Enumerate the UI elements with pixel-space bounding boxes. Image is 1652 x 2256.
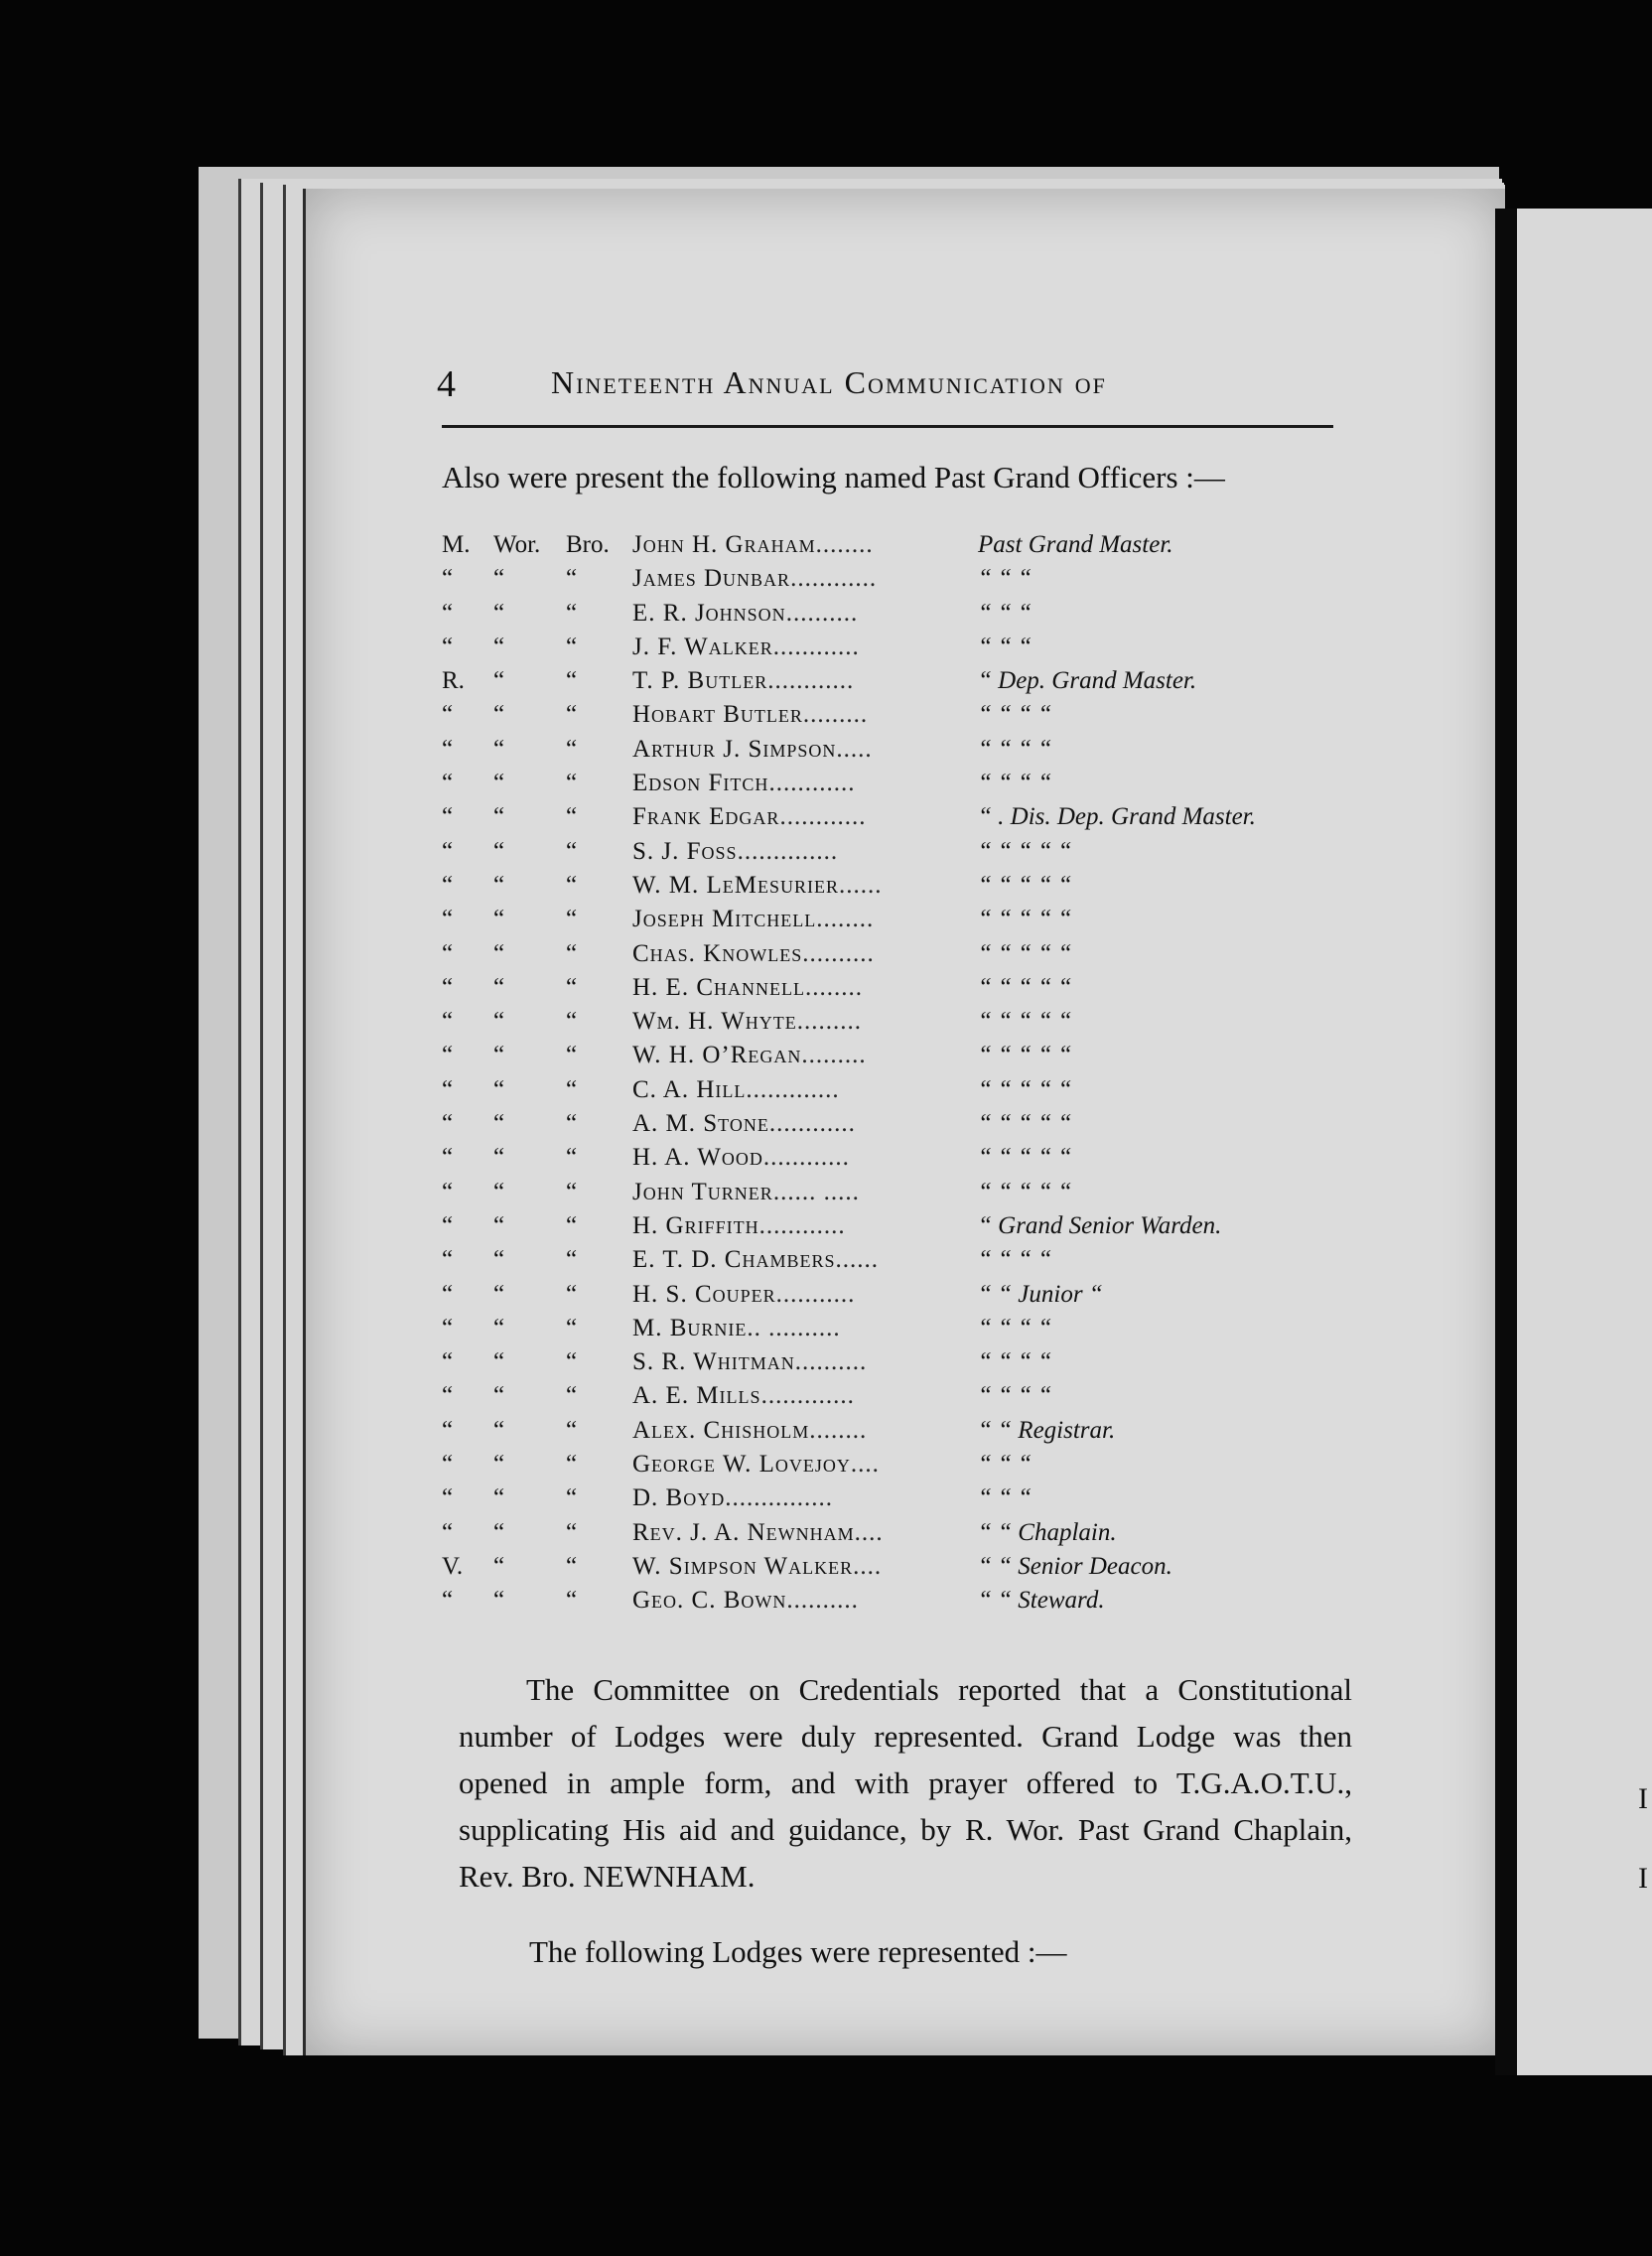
officer-bro: “ (566, 1246, 578, 1274)
officer-bro: “ (566, 1587, 578, 1615)
officer-rank: “ “ “ (978, 599, 1032, 627)
officer-rank: “ “ “ (978, 1451, 1032, 1479)
officer-rank: Past Grand Master. (978, 531, 1173, 558)
officer-title: “ (442, 939, 454, 967)
officer-wor: “ (493, 837, 505, 865)
officer-wor: “ (493, 1144, 505, 1172)
officer-row (442, 770, 1335, 803)
officer-name: Geo. C. Bown.......... (632, 1587, 859, 1615)
leader-dots: ........ (815, 531, 874, 558)
leader-dots: .... (853, 1552, 883, 1580)
officer-bro: “ (566, 939, 578, 967)
officer-title: “ (442, 1110, 454, 1138)
officer-rank: “ “ Senior Deacon. (978, 1552, 1172, 1580)
officer-name: James Dunbar............ (632, 565, 878, 593)
officer-bro: “ (566, 1451, 578, 1479)
officer-bro: “ (566, 1416, 578, 1444)
officer-wor: “ (493, 735, 505, 763)
running-head: Nineteenth Annual Communication of (551, 364, 1107, 400)
officer-bro: “ (566, 701, 578, 729)
officer-rank: “ “ “ “ “ (978, 973, 1072, 1001)
officer-wor: “ (493, 1075, 505, 1103)
officer-bro: “ (566, 1280, 578, 1308)
officer-rank: “ Dep. Grand Master. (978, 667, 1197, 695)
officer-bro: “ (566, 1382, 578, 1410)
officer-rank: “ “ “ “ “ (978, 1178, 1072, 1205)
leader-dots: ............ (772, 633, 860, 660)
officer-row (442, 736, 1335, 770)
officer-wor: “ (493, 565, 505, 593)
leader-dots: ............ (767, 667, 855, 695)
page-header (437, 360, 1330, 410)
officer-title: “ (442, 1451, 454, 1479)
header-rule (442, 425, 1333, 428)
officer-wor: “ (493, 906, 505, 933)
officer-row (442, 600, 1335, 634)
leader-dots: ............ (762, 1144, 850, 1172)
officer-title: “ (442, 973, 454, 1001)
officer-row (442, 531, 1335, 565)
leader-dots: ............. (760, 1382, 855, 1410)
officer-title: “ (442, 837, 454, 865)
officer-row (442, 1484, 1335, 1518)
officer-rank: “ “ “ “ (978, 1348, 1052, 1376)
officer-title: R. (442, 667, 465, 695)
officer-row (442, 803, 1335, 837)
officer-name: H. Griffith............ (632, 1211, 846, 1239)
officer-row (442, 1382, 1335, 1416)
officer-wor: “ (493, 871, 505, 899)
officer-title: “ (442, 1008, 454, 1036)
officer-wor: “ (493, 1008, 505, 1036)
officer-rank: “ . Dis. Dep. Grand Master. (978, 803, 1256, 831)
officer-rank: “ “ “ “ (978, 701, 1052, 729)
officer-row (442, 1587, 1335, 1621)
officer-rank: “ “ “ “ “ (978, 871, 1072, 899)
leader-dots: ............ (790, 565, 878, 593)
officer-name: D. Boyd............... (632, 1484, 833, 1512)
officer-wor: “ (493, 770, 505, 797)
officer-wor: “ (493, 1451, 505, 1479)
officer-title: “ (442, 1348, 454, 1376)
facing-page-mark: I (1638, 1862, 1648, 1895)
officer-name: Wm. H. Whyte......... (632, 1008, 863, 1036)
officer-name: Joseph Mitchell........ (632, 906, 875, 933)
officer-row (442, 1076, 1335, 1110)
officer-bro: “ (566, 973, 578, 1001)
book-gutter (1495, 209, 1517, 2075)
officer-name: C. A. Hill............. (632, 1075, 840, 1103)
lodges-heading: The following Lodges were represented :— (529, 1934, 1067, 1969)
officer-row (442, 1315, 1335, 1348)
officer-row (442, 1110, 1335, 1144)
officer-wor: “ (493, 1246, 505, 1274)
officer-name: A. E. Mills............. (632, 1382, 855, 1410)
page-number: 4 (437, 363, 456, 405)
officer-title: “ (442, 1042, 454, 1069)
officer-name: Alex. Chisholm........ (632, 1416, 868, 1444)
officer-name: Chas. Knowles.......... (632, 939, 875, 967)
officer-name: Arthur J. Simpson..... (632, 735, 873, 763)
intro-line: Also were present the following named Past Grand Officers :— (442, 460, 1225, 494)
officer-wor: “ (493, 939, 505, 967)
officer-row (442, 838, 1335, 872)
officer-row (442, 1042, 1335, 1075)
paragraph-text: The Committee on Credentials reported that a Constitutional number of Lodges were duly represented. Grand Lodge was then opened in ample form, and with prayer offered to T.G.A.O.T.U., supplicating His aid and guidance, by R. Wor. Past Grand Chaplain, Rev. Bro. NEWNHAM. (459, 1672, 1352, 1894)
officer-name: H. E. Channell........ (632, 973, 863, 1001)
officer-row (442, 940, 1335, 974)
officer-row (442, 1281, 1335, 1315)
leader-dots: ...... ..... (772, 1178, 860, 1205)
officer-wor: Wor. (493, 531, 541, 558)
officer-bro: “ (566, 1178, 578, 1205)
officer-name: E. T. D. Chambers...... (632, 1246, 879, 1274)
officer-title: “ (442, 1382, 454, 1410)
leader-dots: ..... (836, 735, 873, 763)
officer-title: “ (442, 1587, 454, 1615)
officer-row (442, 1553, 1335, 1587)
officer-name: H. A. Wood............ (632, 1144, 850, 1172)
officer-title: “ (442, 565, 454, 593)
officer-bro: Bro. (566, 531, 610, 558)
officer-row (442, 1348, 1335, 1382)
officer-name: Rev. J. A. Newnham.... (632, 1518, 884, 1546)
officer-wor: “ (493, 1280, 505, 1308)
officer-rank: “ “ “ “ (978, 1314, 1052, 1341)
officer-name: J. F. Walker............ (632, 633, 860, 660)
officer-rank: “ “ “ “ “ (978, 939, 1072, 967)
officer-bro: “ (566, 565, 578, 593)
officer-row (442, 906, 1335, 939)
officer-rank: “ “ “ (978, 565, 1032, 593)
officer-wor: “ (493, 1518, 505, 1546)
officer-title: “ (442, 1280, 454, 1308)
officer-bro: “ (566, 1075, 578, 1103)
facing-page-mark: I (1638, 1782, 1648, 1815)
officer-wor: “ (493, 803, 505, 831)
officer-bro: “ (566, 1144, 578, 1172)
leader-dots: ............ (758, 1211, 846, 1239)
officer-row (442, 1451, 1335, 1484)
officer-bro: “ (566, 633, 578, 660)
leader-dots: .. .......... (747, 1314, 841, 1341)
officer-rank: “ “ “ “ “ (978, 1075, 1072, 1103)
officer-rank: “ “ Steward. (978, 1587, 1105, 1615)
officer-row (442, 701, 1335, 735)
officer-row (442, 1417, 1335, 1451)
officer-name: A. M. Stone............ (632, 1110, 856, 1138)
leader-dots: .... (850, 1451, 880, 1479)
leader-dots: .......... (786, 1587, 859, 1615)
leader-dots: ......... (802, 701, 869, 729)
officer-rank: “ “ “ “ (978, 1246, 1052, 1274)
officer-rank: “ “ Junior “ (978, 1280, 1103, 1308)
officer-row (442, 1246, 1335, 1280)
officer-title: “ (442, 906, 454, 933)
officer-row (442, 1179, 1335, 1212)
officer-rank: “ “ “ “ (978, 735, 1052, 763)
officer-wor: “ (493, 973, 505, 1001)
officer-name: John Turner...... ..... (632, 1178, 860, 1205)
officer-rank: “ “ “ “ “ (978, 1144, 1072, 1172)
officer-rank: “ “ “ (978, 633, 1032, 660)
officer-row (442, 1212, 1335, 1246)
leader-dots: ........ (804, 973, 863, 1001)
officer-name: W. H. O’Regan......... (632, 1042, 867, 1069)
officer-rank: “ “ “ “ “ (978, 1008, 1072, 1036)
officer-wor: “ (493, 1042, 505, 1069)
officer-title: “ (442, 803, 454, 831)
officer-name: S. R. Whitman.......... (632, 1348, 868, 1376)
leader-dots: ............ (768, 770, 856, 797)
officer-bro: “ (566, 803, 578, 831)
officer-name: W. M. LeMesurier...... (632, 871, 883, 899)
leader-dots: ........ (809, 1416, 868, 1444)
officer-name: S. J. Foss.............. (632, 837, 839, 865)
officer-bro: “ (566, 1211, 578, 1239)
officer-rank: “ “ “ “ “ (978, 906, 1072, 933)
officer-title: V. (442, 1552, 464, 1580)
officer-bro: “ (566, 599, 578, 627)
officer-title: “ (442, 1416, 454, 1444)
leader-dots: ............ (768, 1110, 856, 1138)
leader-dots: .......... (794, 1348, 868, 1376)
leader-dots: ......... (796, 1008, 863, 1036)
leader-dots: ........ (816, 906, 875, 933)
officer-wor: “ (493, 1484, 505, 1512)
officer-row (442, 872, 1335, 906)
officer-bro: “ (566, 1314, 578, 1341)
officer-row (442, 634, 1335, 667)
officer-bro: “ (566, 1348, 578, 1376)
leader-dots: ........... (775, 1280, 856, 1308)
officer-name: H. S. Couper........... (632, 1280, 856, 1308)
officer-bro: “ (566, 837, 578, 865)
officer-title: “ (442, 1518, 454, 1546)
officer-bro: “ (566, 1518, 578, 1546)
leader-dots: ............. (746, 1075, 840, 1103)
officer-wor: “ (493, 1382, 505, 1410)
officer-title: “ (442, 701, 454, 729)
officer-title: “ (442, 770, 454, 797)
officer-name: T. P. Butler............ (632, 667, 855, 695)
leader-dots: ...... (835, 1246, 879, 1274)
leader-dots: ......... (801, 1042, 867, 1069)
officer-rank: “ Grand Senior Warden. (978, 1211, 1222, 1239)
officer-title: “ (442, 633, 454, 660)
officer-wor: “ (493, 1110, 505, 1138)
officer-title: “ (442, 599, 454, 627)
officer-name: M. Burnie.. .......... (632, 1314, 841, 1341)
officer-wor: “ (493, 1348, 505, 1376)
leader-dots: ............... (725, 1484, 833, 1512)
officer-title: “ (442, 1314, 454, 1341)
officer-wor: “ (493, 1552, 505, 1580)
officer-list (442, 531, 1335, 1622)
officer-rank: “ “ “ “ (978, 1382, 1052, 1410)
facing-page (1517, 209, 1652, 2075)
officer-bro: “ (566, 871, 578, 899)
credentials-paragraph (459, 1666, 1352, 1900)
leader-dots: .............. (737, 837, 839, 865)
leader-dots: .... (854, 1518, 884, 1546)
officer-name: Hobart Butler......... (632, 701, 869, 729)
officer-bro: “ (566, 1484, 578, 1512)
officer-bro: “ (566, 906, 578, 933)
officer-row (442, 1144, 1335, 1178)
officer-bro: “ (566, 1008, 578, 1036)
officer-rank: “ “ “ “ (978, 770, 1052, 797)
officer-bro: “ (566, 735, 578, 763)
officer-wor: “ (493, 1211, 505, 1239)
officer-title: “ (442, 1178, 454, 1205)
officer-wor: “ (493, 1587, 505, 1615)
officer-bro: “ (566, 1042, 578, 1069)
officer-bro: “ (566, 667, 578, 695)
officer-name: E. R. Johnson.......... (632, 599, 859, 627)
officer-wor: “ (493, 701, 505, 729)
officer-row (442, 974, 1335, 1008)
officer-rank: “ “ “ “ “ (978, 1042, 1072, 1069)
officer-row (442, 565, 1335, 599)
officer-name: John H. Graham........ (632, 531, 874, 558)
officer-title: “ (442, 1246, 454, 1274)
officer-row (442, 1008, 1335, 1042)
officer-title: M. (442, 531, 471, 558)
officer-rank: “ “ Registrar. (978, 1416, 1116, 1444)
officer-title: “ (442, 871, 454, 899)
officer-wor: “ (493, 599, 505, 627)
officer-bro: “ (566, 770, 578, 797)
officer-wor: “ (493, 1178, 505, 1205)
officer-name: W. Simpson Walker.... (632, 1552, 883, 1580)
officer-wor: “ (493, 667, 505, 695)
officer-title: “ (442, 1211, 454, 1239)
officer-rank: “ “ Chaplain. (978, 1518, 1117, 1546)
officer-title: “ (442, 1144, 454, 1172)
officer-name: George W. Lovejoy.... (632, 1451, 880, 1479)
officer-wor: “ (493, 633, 505, 660)
officer-rank: “ “ “ “ “ (978, 1110, 1072, 1138)
officer-wor: “ (493, 1416, 505, 1444)
officer-name: Edson Fitch............ (632, 770, 856, 797)
officer-title: “ (442, 1484, 454, 1512)
leader-dots: .......... (785, 599, 859, 627)
officer-bro: “ (566, 1110, 578, 1138)
officer-row (442, 1519, 1335, 1553)
officer-rank: “ “ “ (978, 1484, 1032, 1512)
leader-dots: .......... (802, 939, 875, 967)
leader-dots: ............ (779, 803, 867, 831)
officer-row (442, 667, 1335, 701)
officer-title: “ (442, 735, 454, 763)
officer-rank: “ “ “ “ “ (978, 837, 1072, 865)
officer-bro: “ (566, 1552, 578, 1580)
leader-dots: ...... (839, 871, 883, 899)
officer-title: “ (442, 1075, 454, 1103)
officer-wor: “ (493, 1314, 505, 1341)
officer-name: Frank Edgar............ (632, 803, 867, 831)
